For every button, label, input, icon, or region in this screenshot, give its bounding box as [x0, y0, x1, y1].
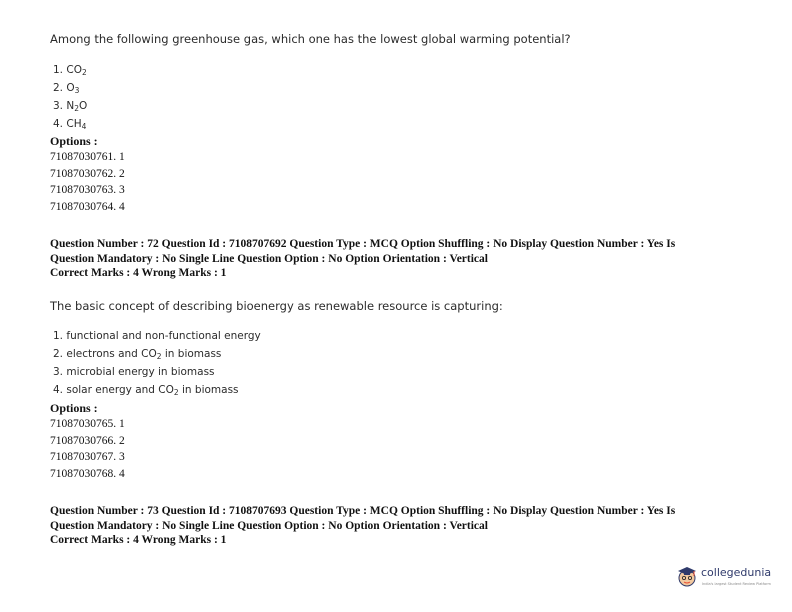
choice-item: 3. microbial energy in biomass: [53, 366, 215, 378]
question-meta-73: [50, 504, 740, 548]
choice-item: 4. $CH_4$: [53, 118, 87, 131]
options-heading: Options :: [50, 134, 98, 148]
options-list: [50, 149, 125, 215]
meta-line: Question Number : 72 Question Id : 7108707692 Question Type : MCQ Option Shuffling : No Display Question Number : Yes Is: [50, 238, 676, 250]
meta-line: Question Number : 73 Question Id : 7108707693 Question Type : MCQ Option Shuffling : No Display Question Number : Yes Is: [50, 505, 676, 517]
choice-item: 3. $N_2O$: [53, 100, 88, 113]
logo-tagline: India's largest Student Review Platform: [702, 582, 771, 586]
option-id: 71087030767. 3: [50, 451, 125, 463]
meta-line: Correct Marks : 4 Wrong Marks : 1: [50, 267, 227, 279]
choice-item: 1. $CO_2$: [53, 64, 87, 77]
logo-wordmark: collegedunia: [701, 566, 772, 579]
choice-item: 4. solar energy and $CO_2$ in biomass: [53, 384, 239, 397]
options-heading: Options :: [50, 401, 98, 415]
option-id: 71087030766. 2: [50, 434, 125, 447]
question-meta-72: [50, 237, 740, 281]
graduate-mascot-icon: [676, 565, 698, 587]
option-id: 71087030768. 4: [50, 467, 125, 480]
question-71-choices: [53, 61, 87, 133]
option-id: 71087030762. 2: [50, 167, 125, 180]
question-72-choices: [53, 327, 261, 399]
option-id: 71087030765. 1: [50, 418, 125, 430]
question-72-text: The basic concept of describing bioenergy as renewable resource is capturing:: [50, 299, 503, 313]
collegedunia-logo: [676, 563, 776, 593]
meta-line: Question Mandatory : No Single Line Question Option : No Option Orientation : Vertical: [50, 519, 488, 532]
option-id: 71087030763. 3: [50, 184, 125, 196]
choice-item: 2. $O_3$: [53, 82, 80, 95]
choice-item: 1. functional and non-functional energy: [53, 330, 261, 342]
option-id: 71087030761. 1: [50, 151, 125, 163]
question-71-text: Among the following greenhouse gas, which one has the lowest global warming potential?: [50, 32, 571, 46]
meta-line: Correct Marks : 4 Wrong Marks : 1: [50, 534, 227, 546]
choice-item: 2. electrons and $CO_2$ in biomass: [53, 348, 222, 361]
meta-line: Question Mandatory : No Single Line Question Option : No Option Orientation : Vertical: [50, 252, 488, 265]
options-list: [50, 416, 125, 482]
option-id: 71087030764. 4: [50, 200, 125, 213]
